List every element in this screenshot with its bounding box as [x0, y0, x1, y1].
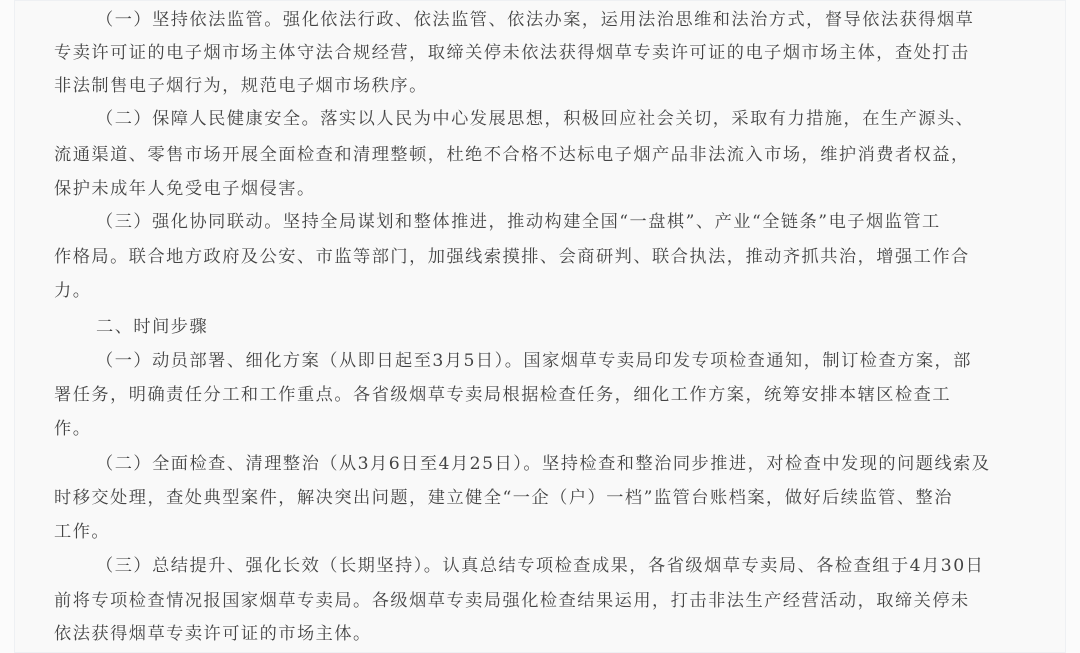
- paragraph-line: （一）坚持依法监管。强化依法行政、依法监管、依法办案，运用法治思维和法治方式，督导依法获得烟草: [96, 10, 975, 30]
- paragraph-line: （二）全面检查、清理整治（从3月6日至4月25日）。坚持检查和整治同步推进，对检查中发现的问题线索及: [96, 454, 991, 474]
- paragraph-line: 力。: [54, 281, 92, 301]
- paragraph-line: 专卖许可证的电子烟市场主体守法合规经营，取缔关停未依法获得烟草专卖许可证的电子烟市场主体，查处打击: [54, 43, 970, 63]
- paragraph-line: 署任务，明确责任分工和工作重点。各省级烟草专卖局根据检查任务，细化工作方案，统筹安排本辖区检查工: [54, 385, 952, 405]
- paragraph-line: 非法制售电子烟行为，规范电子烟市场秩序。: [54, 76, 428, 96]
- paragraph-line: 时移交处理，查处典型案件，解决突出问题，建立健全“一企（户）一档”监管台账档案，做好后续监管、整治: [54, 488, 953, 508]
- paragraph-line: 作格局。联合地方政府及公安、市监等部门，加强线索摸排、会商研判、联合执法，推动齐抓共治，增强工作合: [54, 247, 970, 267]
- paragraph-line: 流通渠道、零售市场开展全面检查和清理整顿，杜绝不合格不达标电子烟产品非法流入市场，维护消费者权益，: [54, 145, 970, 165]
- paragraph-line: 依法获得烟草专卖许可证的市场主体。: [54, 624, 372, 644]
- paragraph-line: 保护未成年人免受电子烟侵害。: [54, 179, 316, 199]
- paragraph-line: （二）保障人民健康安全。落实以人民为中心发展思想，积极回应社会关切，采取有力措施，在生产源头、: [96, 109, 975, 129]
- paragraph-line: 工作。: [54, 522, 111, 542]
- paragraph-line: 作。: [54, 419, 92, 439]
- section-heading: 二、时间步骤: [96, 317, 209, 337]
- paragraph-line: （三）强化协同联动。坚持全局谋划和整体推进，推动构建全国“一盘棋”、产业“全链条”电子烟监管工: [96, 212, 941, 232]
- paragraph-line: 前将专项检查情况报国家烟草专卖局。各级烟草专卖局强化检查结果运用，打击非法生产经营活动，取缔关停未: [54, 591, 970, 611]
- paragraph-line: （一）动员部署、细化方案（从即日起至3月5日）。国家烟草专卖局印发专项检查通知，制订检查方案，部: [96, 351, 972, 371]
- paragraph-line: （三）总结提升、强化长效（长期坚持）。认真总结专项检查成果，各省级烟草专卖局、各检查组于4月30日: [96, 556, 985, 576]
